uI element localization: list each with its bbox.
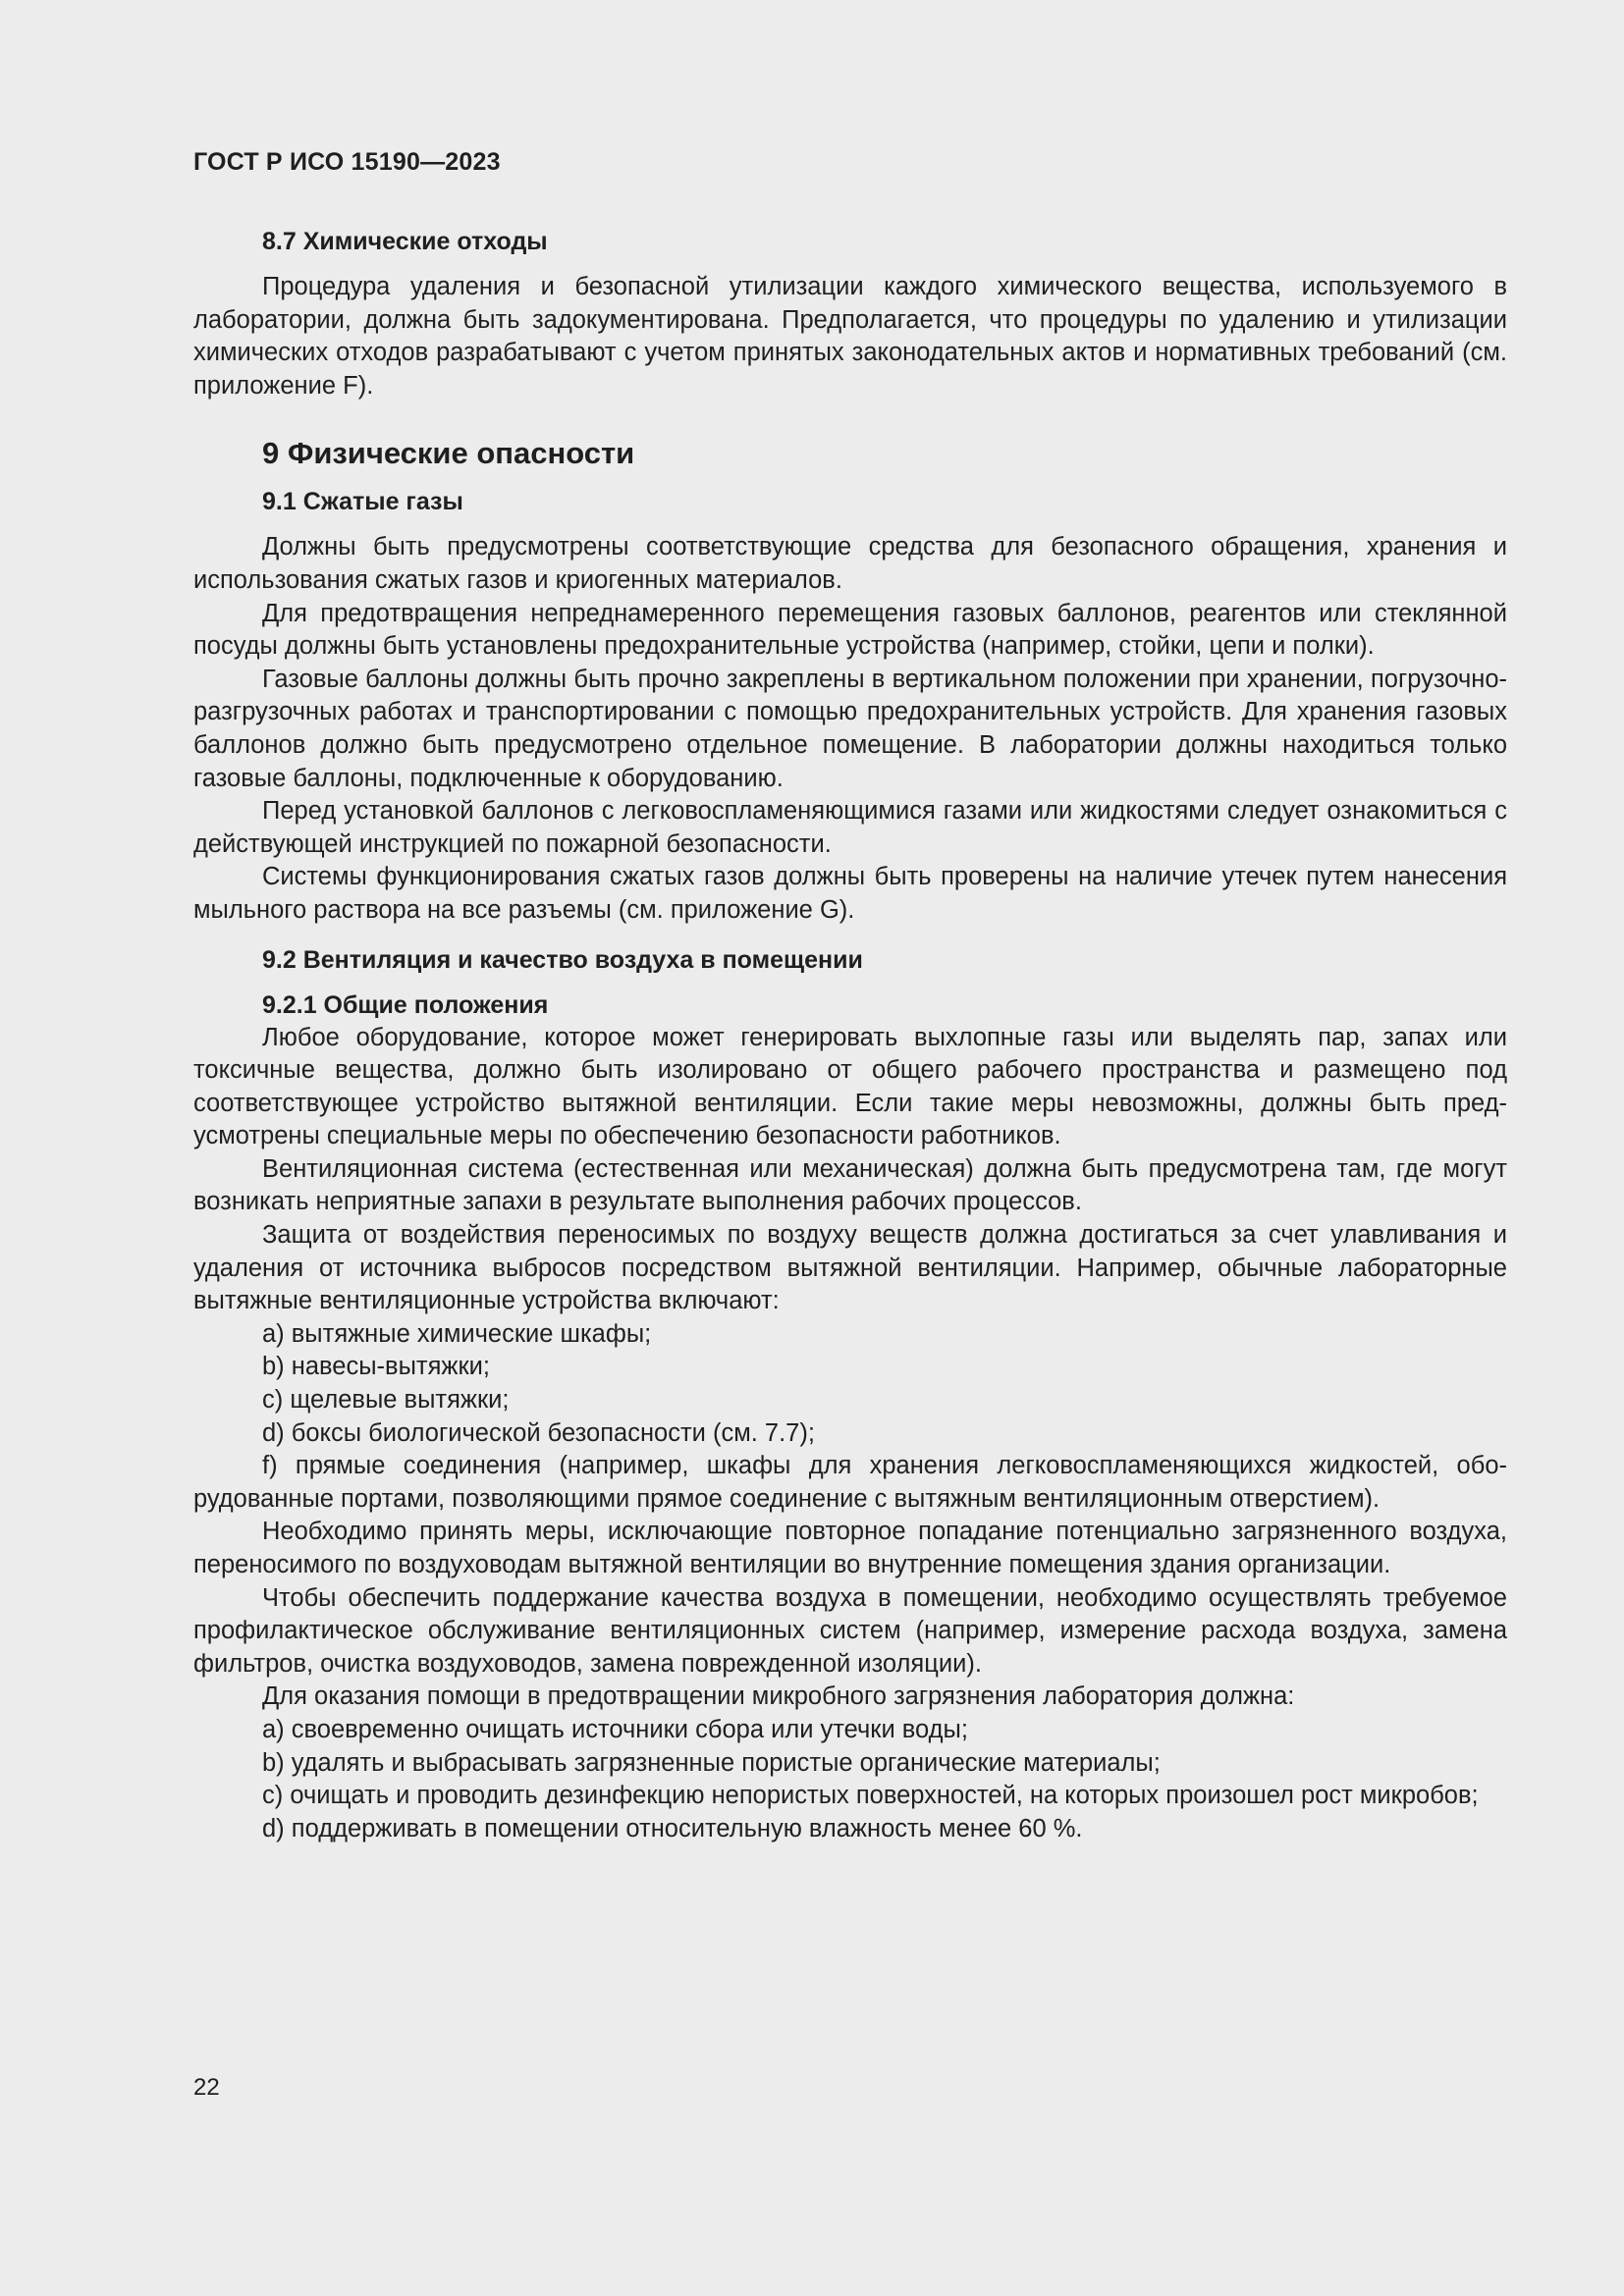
section-9-1-title: 9.1 Сжатые газы	[262, 488, 463, 516]
list-item: a) вытяжные химические шкафы;	[262, 1319, 652, 1348]
section-9-1-paragraph: Должны быть предусмотрены соответствующие средства для безопасного обращения, хранения и использования сжатых газов и криогенных материалов.	[193, 533, 1507, 594]
section-9-2-1-paragraph: Необходимо принять меры, исключающие повторное попадание потенциально загрязненного воздуха, переносимого по воздуховодам вытяжной вентиляции во внутренние помещения здания организации.	[193, 1518, 1507, 1578]
section-9-2-1-paragraph: Для оказания помощи в предотвращении микробного загрязнения лаборатория должна:	[262, 1682, 1295, 1711]
section-9-2-1-paragraph: Защита от воздействия переносимых по воздуху веществ должна достигаться за счет улавливания и удаления от источника выбросов посредством вытяжной вентиляции. Например, обычные лабораторные вытяжные вентиляционные устройства включают:	[193, 1221, 1507, 1315]
section-9-1-paragraph: Системы функционирования сжатых газов должны быть проверены на наличие утечек путем нанесения мыльного раствора на все разъемы (см. приложение G).	[193, 863, 1507, 924]
list-item: c) щелевые вытяжки;	[262, 1386, 510, 1415]
section-8-7-paragraph: Процедура удаления и безопасной утилизации каждого химического вещества, используемого в лаборатории, должна быть задокументирована. Предполагается, что процедуры по удалению и утилизации химических отходов разрабатывают с учетом принятых законодательных актов и нормативных требований (см. приложение F).	[193, 273, 1507, 400]
section-9-1-paragraph: Газовые баллоны должны быть прочно закреплены в вертикальном положении при хранении, погрузочно-разгрузочных работах и транспортировании с помощью предохранительных устройств. Для хранения газовых баллонов должно быть предусмотрено отдельное помещение. В лаборатории должны находиться только газовые баллоны, подключенные к оборудованию.	[193, 665, 1507, 792]
section-9-2-1-title: 9.2.1 Общие положения	[262, 990, 549, 1019]
list-item: f) прямые соединения (например, шкафы для хранения легковоспламеняющихся жидкостей, оборудованные портами, позволяющими прямое соединение с вытяжным вентиляционным отверстием).	[193, 1452, 1507, 1513]
document-body	[193, 226, 1507, 1845]
list-item: c) очищать и проводить дезинфекцию непористых поверхностей, на которых произошел рост микробов;	[262, 1782, 1479, 1810]
list-item: b) навесы-вытяжки;	[262, 1353, 490, 1381]
section-9-2-1-paragraph: Чтобы обеспечить поддержание качества воздуха в помещении, необходимо осуществлять требуемое профилактическое обслуживание вентиляционных систем (например, измерение расхода воздуха, замена фильтров, очистка воздуховодов, замена поврежденной изоляции).	[193, 1583, 1507, 1678]
list-item: d) боксы биологической безопасности (см. 7.7);	[262, 1418, 815, 1447]
list-item: d) поддерживать в помещении относительную влажность менее 60 %.	[262, 1814, 1083, 1842]
document-header: ГОСТ Р ИСО 15190—2023	[193, 148, 501, 176]
section-9-2-1-paragraph: Вентиляционная система (естественная или механическая) должна быть предусмотрена там, где могут возникать неприятные запахи в результате выполнения рабочих процессов.	[193, 1154, 1507, 1216]
section-9-title: 9 Физические опасности	[262, 436, 635, 471]
section-9-2-title: 9.2 Вентиляция и качество воздуха в помещении	[262, 945, 863, 974]
page-number: 22	[193, 2074, 220, 2101]
section-9-1-paragraph: Для предотвращения непреднамеренного перемещения газовых баллонов, реагентов или стеклянной посуды должны быть установлены предохранительные устройства (например, стойки, цепи и полки).	[193, 599, 1507, 661]
list-item: a) своевременно очищать источники сбора или утечки воды;	[262, 1715, 968, 1743]
list-item: b) удалять и выбрасывать загрязненные пористые органические материалы;	[262, 1748, 1161, 1777]
section-8-7-title: 8.7 Химические отходы	[262, 228, 548, 255]
document-page	[193, 0, 1507, 2296]
section-9-2-1-paragraph: Любое оборудование, которое может генерировать выхлопные газы или выделять пар, запах или токсичные вещества, должно быть изолировано от общего рабочего пространства и размещено под соответствующее устройство вытяжной вентиляции. Если такие меры невозможны, должны быть предусмотрены специальные меры по обеспечению безопасности работников.	[193, 1023, 1507, 1150]
section-9-1-paragraph: Перед установкой баллонов с легковоспламеняющимися газами или жидкостями следует ознакомиться с действующей инструкцией по пожарной безопасности.	[193, 797, 1507, 858]
